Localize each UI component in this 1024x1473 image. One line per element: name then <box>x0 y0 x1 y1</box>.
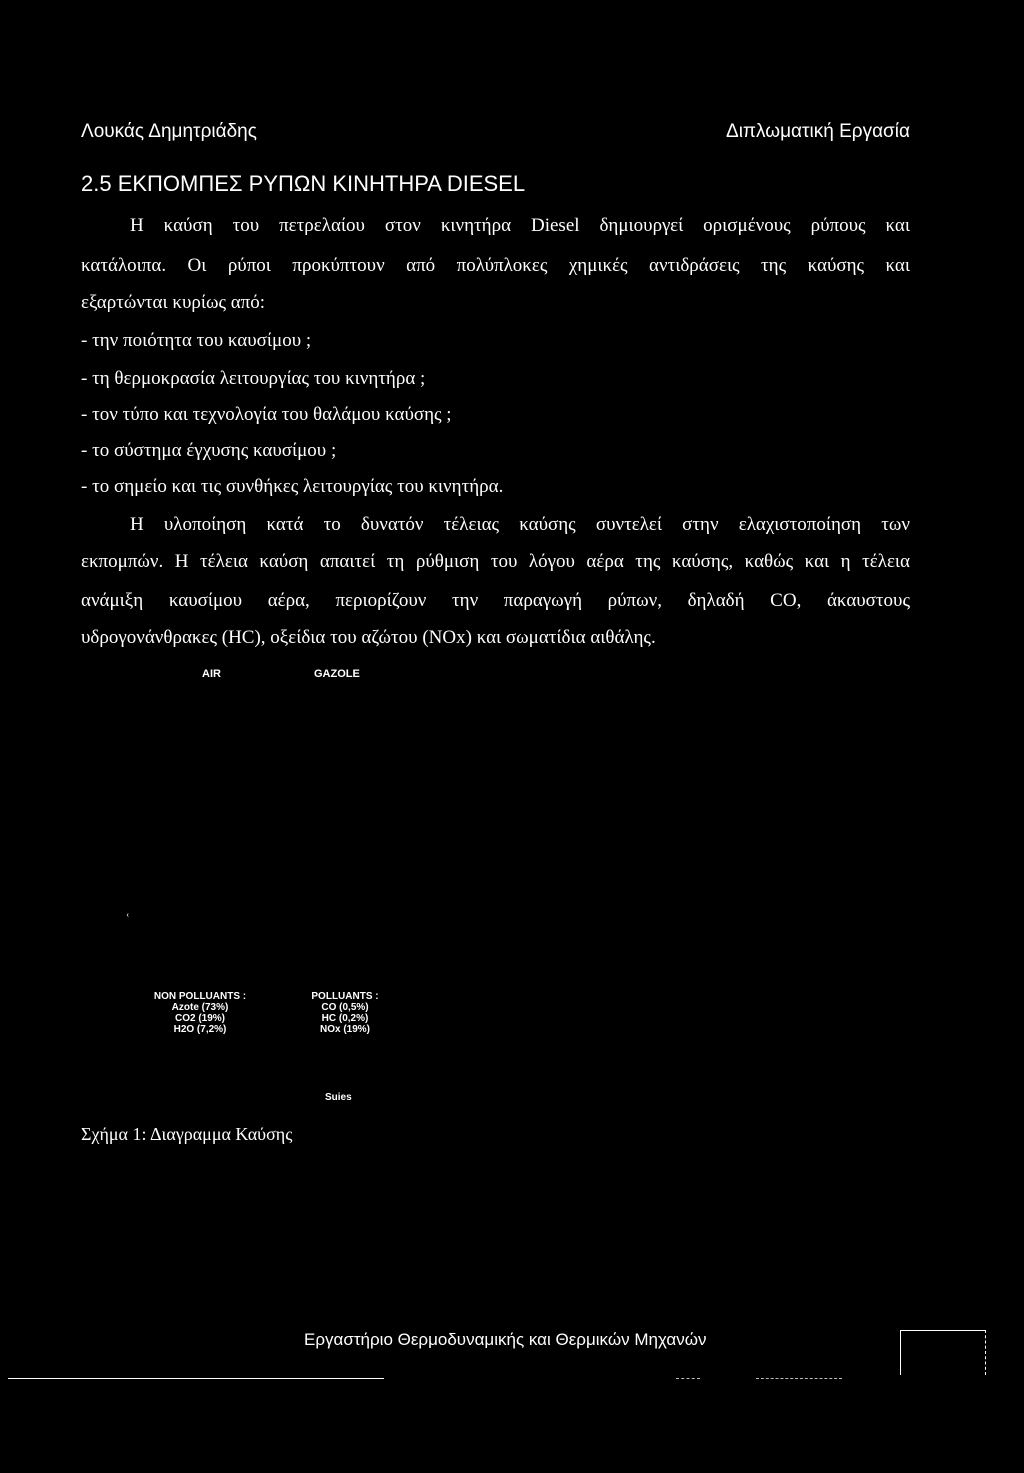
list-item: - τον τύπο και τεχνολογία του θαλάμου καύσης ; <box>81 404 452 425</box>
figure-stray-mark: ʿ <box>125 912 131 929</box>
non-pollutant-item: Azote (73%) <box>171 1002 229 1013</box>
footer-text: Εργαστήριο Θερμοδυναμικής και Θερμικών Μηχανών <box>304 1330 707 1349</box>
pollutant-item: CO (0,5%) <box>321 1002 369 1013</box>
figure-input-fuel: GAZOLE <box>314 668 360 680</box>
pollutants-heading: POLLUANTS : <box>311 991 379 1002</box>
pollutant-item: NOx (19%) <box>319 1024 370 1035</box>
pollutants-block <box>290 991 400 1035</box>
non-pollutant-item: H2O (7,2%) <box>173 1024 227 1035</box>
list-item: - το σημείο και τις συνθήκες λειτουργίας του κινητήρα. <box>81 476 504 497</box>
paragraph2-line2: εκπομπών. Η τέλεια καύση απαιτεί τη ρύθμιση του λόγου αέρα της καύσης, καθώς και η τέλεια <box>81 551 910 572</box>
footer-rule-dash-b <box>756 1378 842 1379</box>
figure-input-air: AIR <box>202 668 221 680</box>
non-pollutants-heading: NON POLLUANTS : <box>153 991 247 1002</box>
section-title: 2.5 ΕΚΠΟΜΠΕΣ ΡΥΠΩΝ ΚΙΝΗΤΗΡΑ DIESEL <box>81 171 526 196</box>
list-item: - την ποιότητα του καυσίμου ; <box>81 330 312 351</box>
footer-rule-dash-a <box>676 1378 700 1379</box>
pollutant-item: HC (0,2%) <box>321 1013 369 1024</box>
paragraph1-line2: κατάλοιπα. Οι ρύποι προκύπτουν από πολύπλοκες χημικές αντιδράσεις της καύσης και <box>81 255 910 276</box>
list-item: - τη θερμοκρασία λειτουργίας του κινητήρα ; <box>81 368 426 389</box>
figure-suies: Suies <box>325 1092 352 1103</box>
paragraph2-line1: Η υλοποίηση κατά το δυνατόν τέλειας καύσης συντελεί στην ελαχιστοποίηση των <box>130 514 910 535</box>
list-item: - το σύστημα έγχυσης καυσίμου ; <box>81 440 337 461</box>
paragraph2-line3: ανάμιξη καυσίμου αέρα, περιορίζουν την παραγωγή ρύπων, δηλαδή CO, άκαυστους <box>81 590 910 611</box>
figure-caption: Σχήμα 1: Διαγραμμα Καύσης <box>81 1124 293 1144</box>
paragraph1-line1: Η καύση του πετρελαίου στον κινητήρα Diesel δημιουργεί ορισμένους ρύπους και <box>130 215 910 236</box>
non-pollutants-block <box>140 991 260 1035</box>
paragraph1-line3: εξαρτώνται κυρίως από: <box>81 292 266 313</box>
footer-rule-left <box>8 1378 384 1379</box>
header-doc-type: Διπλωματική Εργασία <box>726 121 910 142</box>
footer-corner-box <box>900 1330 986 1375</box>
header-author: Λουκάς Δημητριάδης <box>81 121 257 142</box>
non-pollutant-item: CO2 (19%) <box>174 1013 225 1024</box>
paragraph2-line4: υδρογονάνθρακες (HC), οξείδια του αζώτου (NOx) και σωματίδια αιθάλης. <box>81 627 656 648</box>
